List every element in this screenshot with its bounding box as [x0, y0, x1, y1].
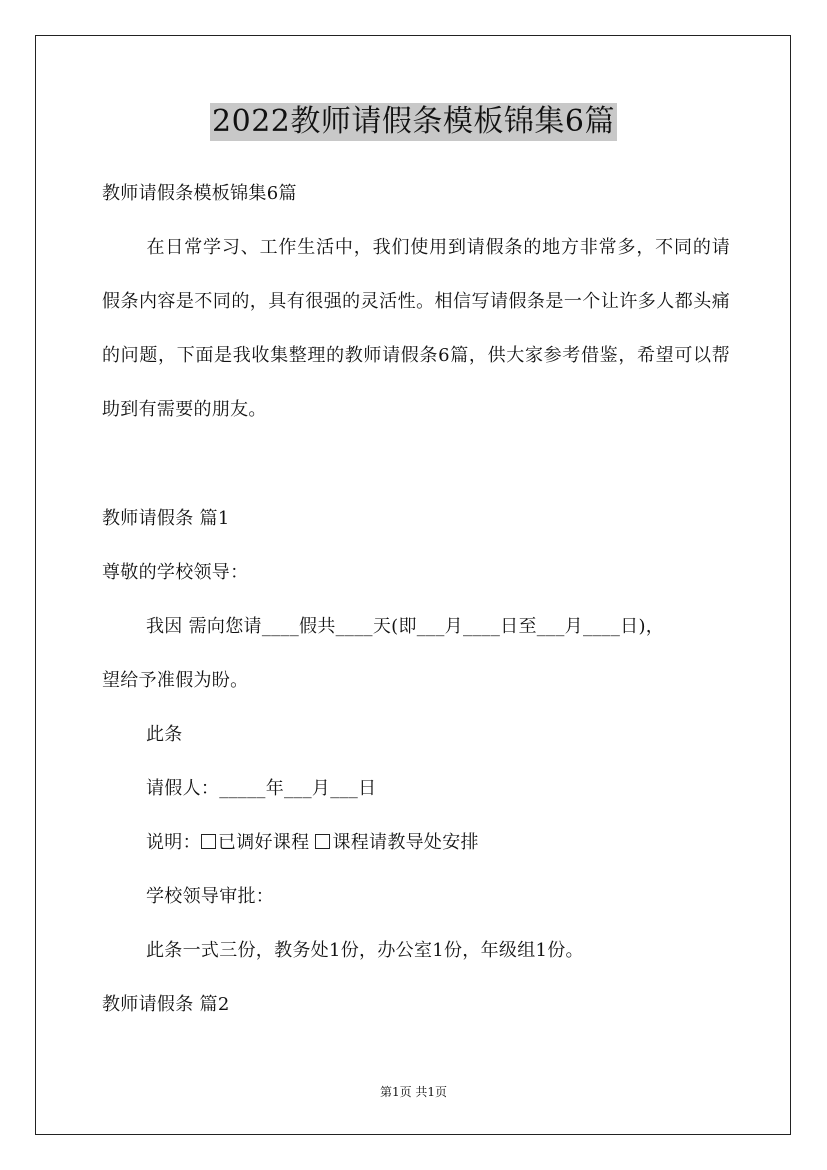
- title-container: [0, 103, 827, 141]
- page-footer: 第1页 共1页: [379, 1085, 448, 1099]
- checkbox-course-arranged[interactable]: [201, 834, 216, 849]
- subtitle: 教师请假条模板锦集6篇: [102, 183, 297, 204]
- note-option-2: 课程请教导处安排: [332, 832, 479, 853]
- request-line-1: 我因 需向您请____假共____天(即___月____日至___月____日)，: [146, 616, 665, 637]
- intro-text: 在日常学习、工作生活中，我们使用到请假条的地方非常多，不同的请假条内容是不同的，具有很强的灵活性。相信写请假条是一个让许多人都头痛的问题，下面是我收集整理的教师请假条6篇，供大家参考借鉴，希望可以帮助到有需要的朋友。: [102, 237, 730, 420]
- note-option-1: 已调好课程: [217, 832, 310, 853]
- intro-paragraph: [102, 221, 730, 437]
- request-line-2: 望给予准假为盼。: [102, 670, 249, 691]
- section1-heading: 教师请假条 篇1: [102, 508, 230, 529]
- salutation: 尊敬的学校领导：: [102, 562, 249, 583]
- closing: 此条: [146, 724, 183, 745]
- document-title: 2022教师请假条模板锦集6篇: [212, 104, 615, 139]
- copies-line: 此条一式三份，教务处1份，办公室1份，年级组1份。: [146, 940, 584, 961]
- note-label: 说明：: [146, 832, 201, 853]
- checkbox-office-arrange[interactable]: [315, 834, 330, 849]
- signature-line: 请假人：_____年___月___日: [146, 778, 377, 799]
- note-line: [146, 831, 479, 855]
- approval-line: 学校领导审批：: [146, 886, 275, 907]
- section2-heading: 教师请假条 篇2: [102, 994, 230, 1015]
